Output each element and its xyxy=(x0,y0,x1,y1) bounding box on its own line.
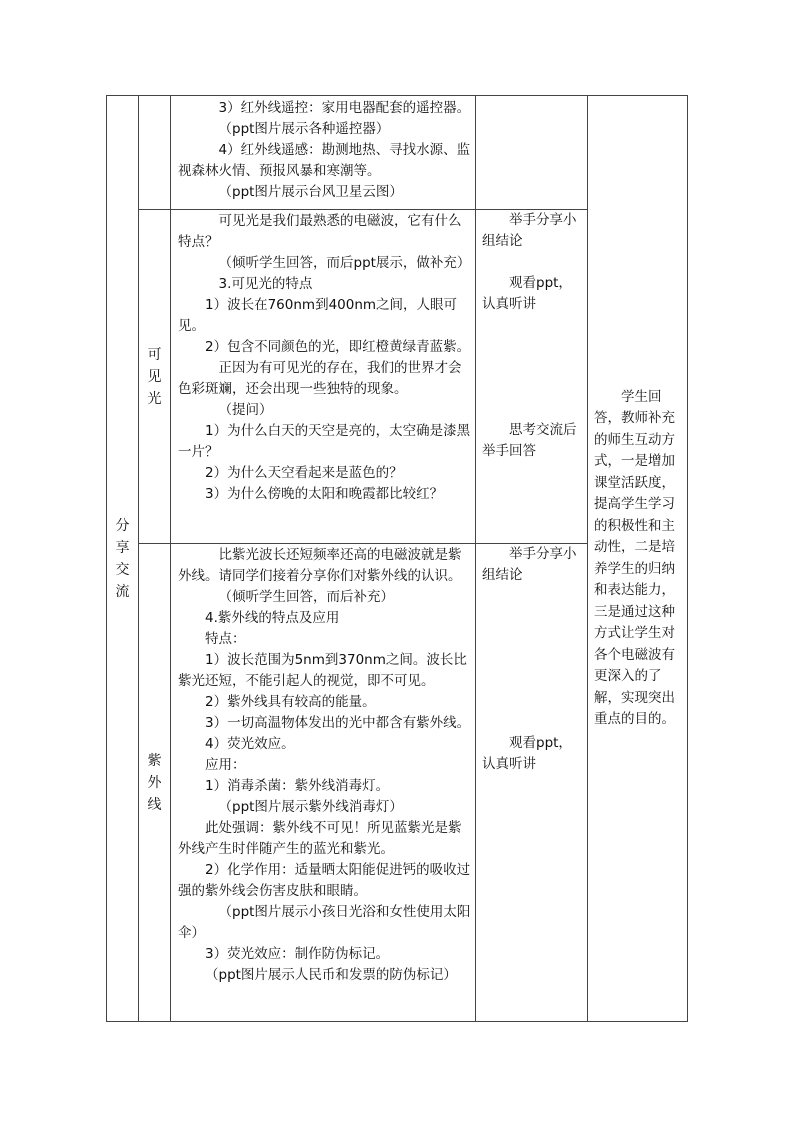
section-label: 分享交流 xyxy=(115,517,130,600)
student-line: 思考交流后举手回答 xyxy=(482,422,577,459)
content-line: （ppt图片展示人民币和发票的防伪标记） xyxy=(205,967,457,983)
student-line: 观看ppt，认真听讲 xyxy=(482,735,572,772)
content-line: 特点： xyxy=(205,631,246,647)
content-line: （提问） xyxy=(218,402,273,418)
content-line: 3）一切高温物体发出的光中都含有紫外线。 xyxy=(205,715,471,731)
content-line: 3）为什么傍晚的太阳和晚霞都比较红？ xyxy=(205,486,444,502)
content-line: （ppt图片展示紫外线消毒灯） xyxy=(218,799,403,815)
design-intent-text: 学生回答，教师补充的师生互动方式，一是增加课堂活跃度，提高学生学习的积极性和主动性，二是培养学生的归纳和表达能力，三是通过这种方式让学生对各个电磁波有更深入的了解，实现突出重点的目的。 xyxy=(594,388,675,727)
content-line: 比紫光波长还短频率还高的电磁波就是紫外线。请同学们接着分享你们对紫外线的认识。 xyxy=(178,547,462,584)
content-line: 2）化学作用：适量晒太阳能促进钙的吸收过强的紫外线会伤害皮肤和眼睛。 xyxy=(178,862,471,899)
content-line: 4.紫外线的特点及应用 xyxy=(205,610,340,626)
content-line: 1）波长在760nm到400nm之间，人眼可见。 xyxy=(178,297,458,334)
student-activity-cell xyxy=(476,210,588,544)
student-line: 举手分享小组结论 xyxy=(482,546,577,583)
topic-label: 紫外线 xyxy=(147,752,162,813)
content-line: 1）消毒杀菌：紫外线消毒灯。 xyxy=(205,778,390,794)
lesson-plan-table xyxy=(106,95,688,1022)
content-line: 此处强调：紫外线不可见！所见蓝紫光是紫外线产生时伴随产生的蓝光和紫光。 xyxy=(178,820,462,857)
content-line: （倾听学生回答，而后ppt展示，做补充） xyxy=(218,255,471,271)
table-row xyxy=(107,96,688,210)
topic-label: 可见光 xyxy=(147,346,162,407)
topic-cell xyxy=(139,96,171,210)
content-line: （倾听学生回答，而后补充） xyxy=(218,589,394,605)
content-line: 2）包含不同颜色的光，即红橙黄绿青蓝紫。 xyxy=(205,339,471,355)
teacher-activity-cell xyxy=(171,210,476,544)
content-line: （ppt图片展示台风卫星云图） xyxy=(218,184,403,200)
content-line: 4）荧光效应。 xyxy=(205,736,295,752)
student-activity-cell xyxy=(476,544,588,1022)
content-line: （ppt图片展示各种遥控器） xyxy=(218,121,390,137)
content-line: 正因为有可见光的存在，我们的世界才会色彩斑斓，还会出现一些独特的现象。 xyxy=(178,360,462,397)
section-label-cell xyxy=(107,96,139,1022)
content-line: 3.可见光的特点 xyxy=(218,276,313,292)
content-line: 2）为什么天空看起来是蓝色的？ xyxy=(205,465,403,481)
content-line: 应用： xyxy=(205,757,246,773)
student-line: 观看ppt，认真听讲 xyxy=(482,275,572,312)
content-line: 可见光是我们最熟悉的电磁波，它有什么特点？ xyxy=(178,213,462,250)
content-line: （ppt图片展示小孩日光浴和女性使用太阳伞） xyxy=(178,904,471,941)
student-activity-cell xyxy=(476,96,588,210)
content-line: 1）波长范围为5nm到370nm之间。波长比紫光还短，不能引起人的视觉，即不可见。 xyxy=(178,652,467,689)
student-line: 举手分享小组结论 xyxy=(482,212,577,249)
content-line: 3）红外线遥控：家用电器配套的遥控器。 xyxy=(218,100,471,116)
topic-cell xyxy=(139,210,171,544)
design-intent-cell xyxy=(588,96,688,1022)
teacher-activity-cell xyxy=(171,96,476,210)
content-line: 1）为什么白天的天空是亮的，太空确是漆黑一片？ xyxy=(178,423,471,460)
teacher-activity-cell xyxy=(171,544,476,1022)
content-line: 4）红外线遥感：勘测地热、寻找水源、监视森林火情、预报风暴和寒潮等。 xyxy=(178,142,471,179)
content-line: 3）荧光效应：制作防伪标记。 xyxy=(205,946,390,962)
content-line: 2）紫外线具有较高的能量。 xyxy=(205,694,376,710)
topic-cell xyxy=(139,544,171,1022)
